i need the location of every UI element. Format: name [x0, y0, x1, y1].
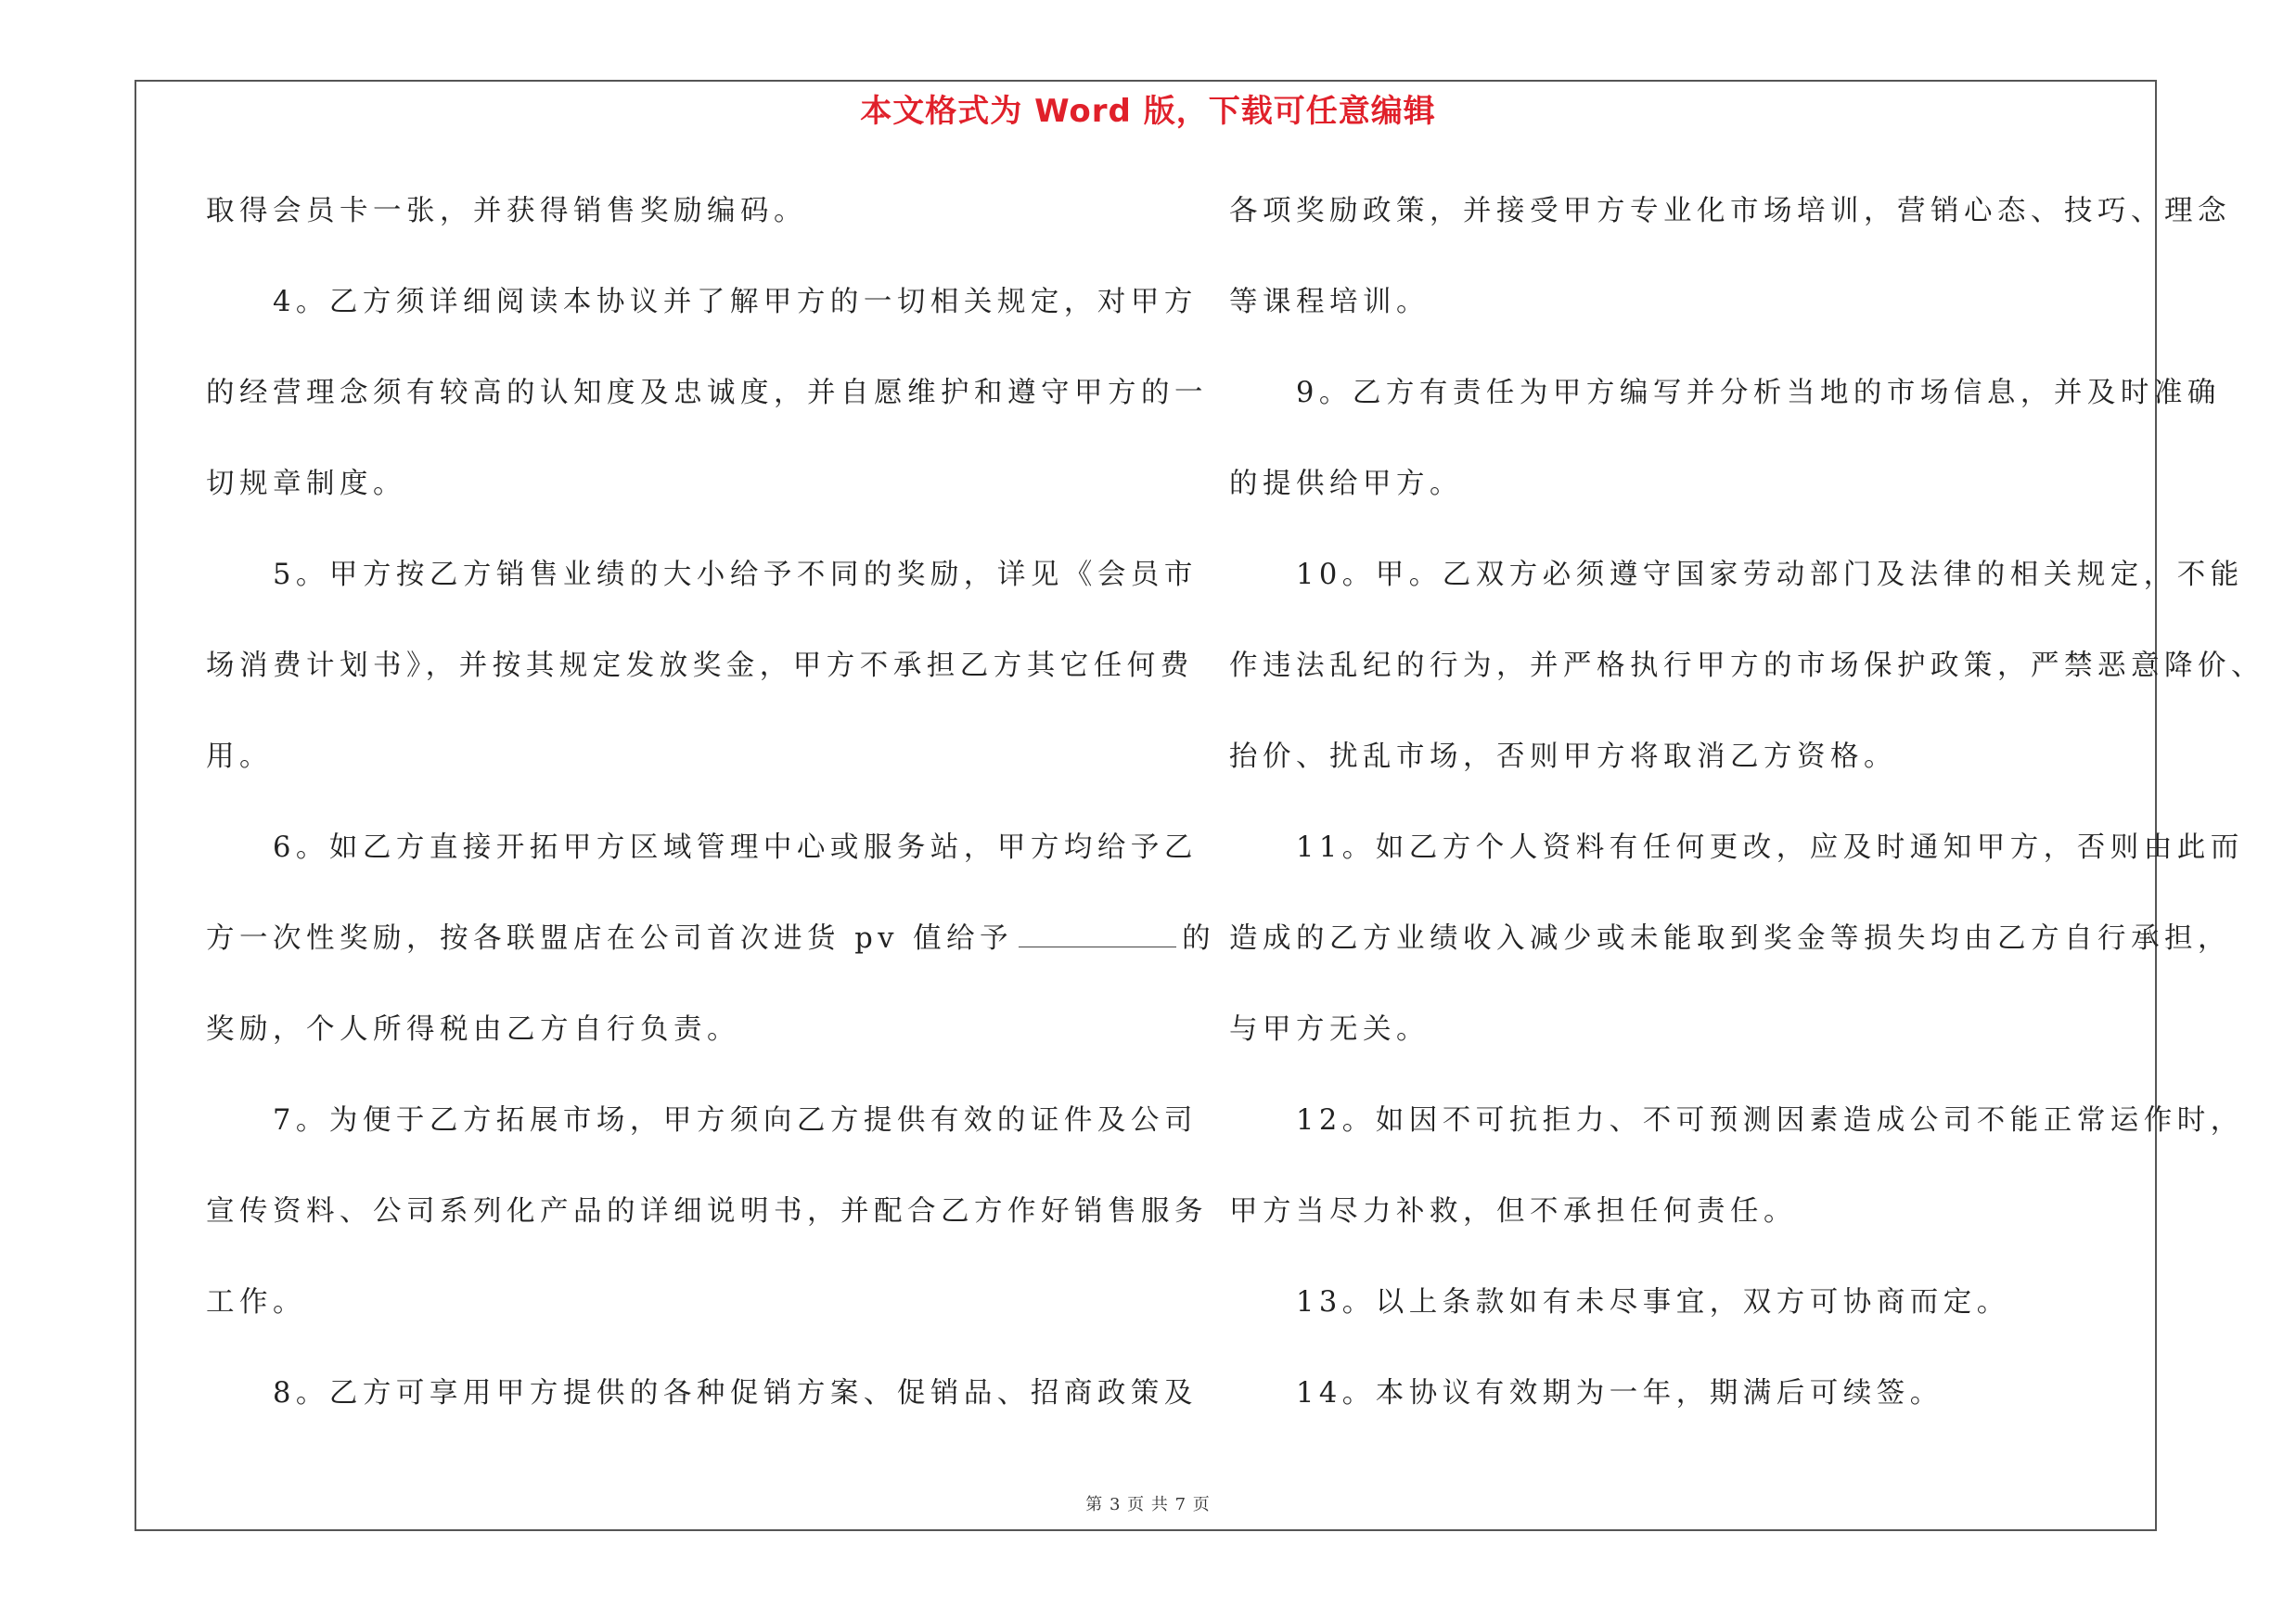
- left-column: [206, 184, 1216, 1457]
- text-line: 用。: [206, 741, 273, 773]
- clause-4: 4。乙方须详细阅读本协议并了解甲方的一切相关规定，对甲方: [273, 286, 1198, 318]
- clause-7: 7。为便于乙方拓展市场，甲方须向乙方提供有效的证件及公司: [273, 1104, 1198, 1137]
- text-line: 各项奖励政策，并接受甲方专业化市场培训，营销心态、技巧、理念: [1229, 195, 2231, 227]
- text-line: 抬价、扰乱市场，否则甲方将取消乙方资格。: [1229, 741, 1897, 773]
- text-line: 工作。: [206, 1286, 306, 1319]
- clause-9: 9。乙方有责任为甲方编写并分析当地的市场信息，并及时准确: [1296, 377, 2221, 409]
- clause-11: 11。如乙方个人资料有任何更改，应及时通知甲方，否则由此而: [1296, 831, 2244, 864]
- text-line: 作违法乱纪的行为，并严格执行甲方的市场保护政策，严禁恶意降价、: [1229, 650, 2264, 682]
- text-segment: 方一次性奖励，按各联盟店在公司首次进货 pv 值给予: [206, 922, 1014, 955]
- clause-5: 5。甲方按乙方销售业绩的大小给予不同的奖励，详见《会员市: [273, 559, 1198, 591]
- clause-12: 12。如因不可抗拒力、不可预测因素造成公司不能正常运作时，: [1296, 1104, 2244, 1137]
- text-line: 取得会员卡一张，并获得销售奖励编码。: [206, 195, 807, 227]
- text-line: 造成的乙方业绩收入减少或未能取到奖金等损失均由乙方自行承担，: [1229, 922, 2231, 955]
- clause-6: 6。如乙方直接开拓甲方区域管理中心或服务站，甲方均给予乙: [273, 831, 1198, 864]
- text-line-with-blank: [206, 911, 1216, 1002]
- fill-in-blank: [1019, 919, 1176, 947]
- text-line: 的经营理念须有较高的认知度及忠诚度，并自愿维护和遵守甲方的一: [206, 377, 1208, 409]
- text-segment: 的: [1182, 922, 1216, 955]
- right-column: [1229, 184, 2264, 1457]
- text-line: 与甲方无关。: [1229, 1013, 1430, 1046]
- text-line: 宣传资料、公司系列化产品的详细说明书，并配合乙方作好销售服务: [206, 1195, 1208, 1228]
- clause-8: 8。乙方可享用甲方提供的各种促销方案、促销品、招商政策及: [273, 1377, 1198, 1410]
- clause-13: 13。以上条款如有未尽事宜，双方可协商而定。: [1296, 1286, 2010, 1319]
- clause-14: 14。本协议有效期为一年，期满后可续签。: [1296, 1377, 1943, 1410]
- text-line: 等课程培训。: [1229, 286, 1430, 318]
- text-line: 奖励，个人所得税由乙方自行负责。: [206, 1013, 740, 1046]
- page-number-footer: 第 3 页 共 7 页: [1085, 1495, 1211, 1514]
- text-line: 切规章制度。: [206, 468, 406, 500]
- text-line: 的提供给甲方。: [1229, 468, 1463, 500]
- text-line: 场消费计划书》，并按其规定发放奖金，甲方不承担乙方其它任何费: [206, 650, 1194, 682]
- clause-10: 10。甲。乙双方必须遵守国家劳动部门及法律的相关规定，不能: [1296, 559, 2244, 591]
- text-line: 甲方当尽力补救，但不承担任何责任。: [1229, 1195, 1797, 1228]
- word-format-banner: 本文格式为 Word 版，下载可任意编辑: [860, 93, 1436, 130]
